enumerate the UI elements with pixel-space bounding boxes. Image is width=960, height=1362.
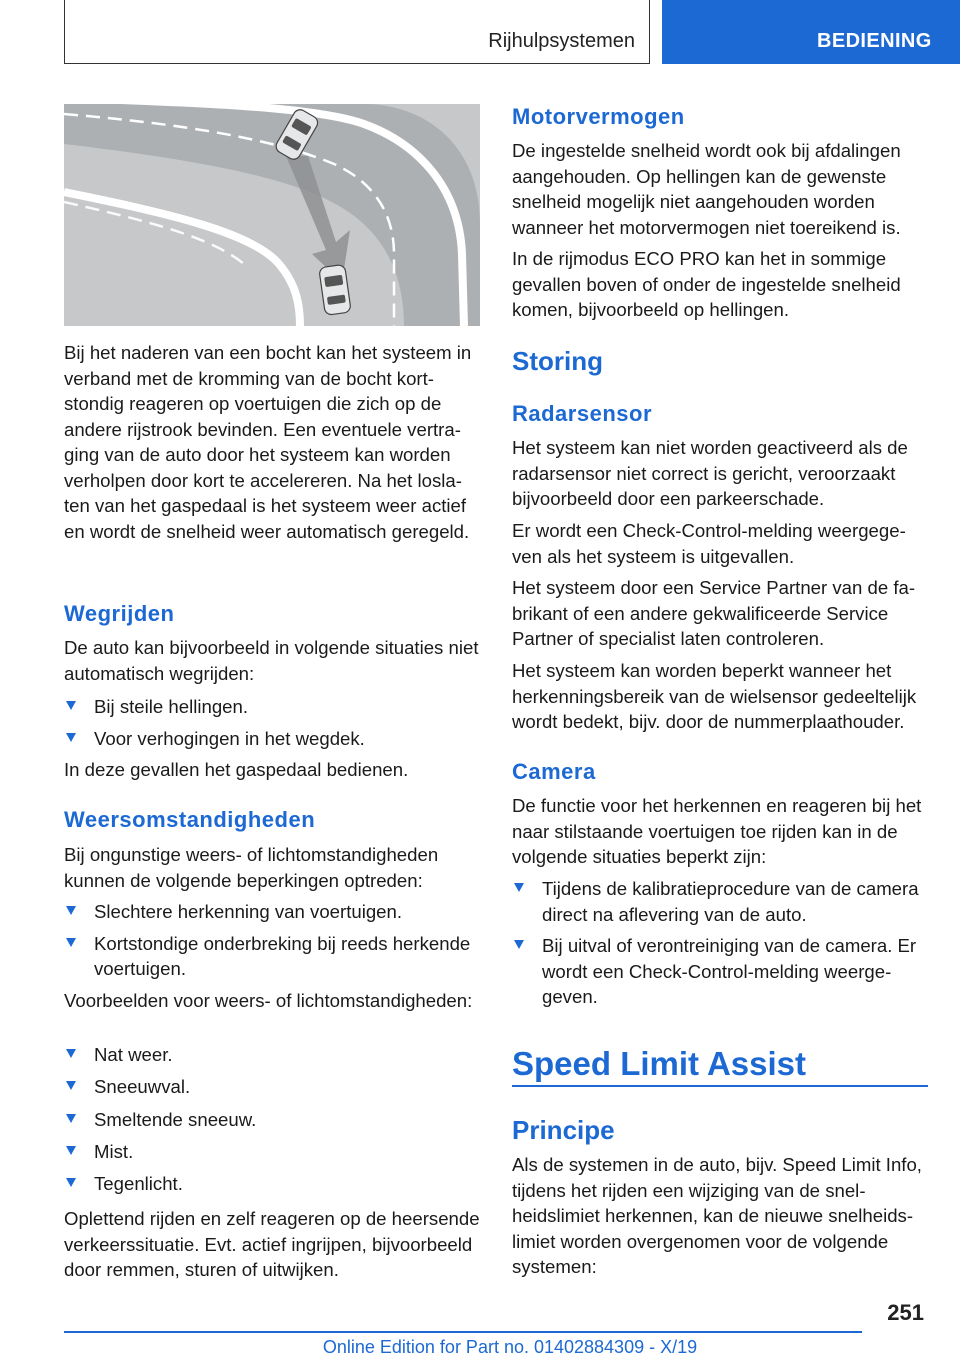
weers-heading: Weersomstandigheden	[64, 807, 316, 832]
camera-text: De functie voor het herkennen en reageren bij het naar stilstaande voertuigen toe rijden kan in de volgende situaties beperkt zijn:	[512, 795, 922, 867]
wegrijden-list	[64, 694, 480, 751]
weers-after: Oplettend rijden en zelf reageren op de heersende verkeerssituatie. Evt. actief ingrijpen, bijvoorbeeld door remmen, sturen of uitwijken.	[64, 1208, 480, 1280]
motor-heading: Motorvermogen	[512, 104, 685, 129]
triangle-bullet-icon	[66, 1178, 76, 1187]
camera-heading: Camera	[512, 759, 596, 784]
edition-footer: Online Edition for Part no. 01402884309 - X/19	[322, 1337, 698, 1357]
radar-p4: Het systeem kan worden beperkt wanneer het herkenningsbereik van de wielsensor gedeeltelijk wordt bedekt, bijv. door de nummerplaathouder.	[512, 660, 917, 732]
list-item: Bij steile hellingen.	[64, 694, 480, 720]
wegrijden-text: De auto kan bijvoorbeeld in volgende situaties niet automatisch wegrijden:	[64, 637, 479, 684]
triangle-bullet-icon	[66, 938, 76, 947]
sla-heading: Speed Limit Assist	[512, 1045, 807, 1082]
principe-heading: Principe	[512, 1115, 615, 1145]
page-number: 251	[887, 1300, 924, 1325]
list-item: Kortstondige onderbreking bij reeds herkende voertuigen.	[64, 931, 480, 982]
weers-examples-list	[64, 1042, 480, 1197]
curve-road-cars-icon	[64, 104, 480, 326]
triangle-bullet-icon	[66, 733, 76, 742]
section-title: Rijhulpsystemen	[488, 30, 635, 52]
triangle-bullet-icon	[66, 1081, 76, 1090]
curve-road-illustration	[64, 104, 480, 326]
motor-p2: In de rijmodus ECO PRO kan het in sommige gevallen boven of onder de ingestelde snelheid komen, bijvoorbeeld op hellingen.	[512, 248, 901, 320]
radar-p3: Het systeem door een Service Partner van de fabrikant of een andere gekwalificeerde Service Partner of specialist laten controleren.	[512, 577, 916, 649]
motor-p1: De ingestelde snelheid wordt ook bij afdalingen aangehouden. Op hellingen kan de gewenste snelheid mogelijk niet aangehouden worden wanneer het motorvermogen niet toereikend is.	[512, 140, 901, 238]
triangle-bullet-icon	[66, 1146, 76, 1155]
list-item: Sneeuwval.	[64, 1074, 480, 1100]
triangle-bullet-icon	[66, 1114, 76, 1123]
list-item: Tijdens de kalibratieprocedure van de camera direct na aflevering van de auto.	[512, 876, 928, 927]
list-item: Nat weer.	[64, 1042, 480, 1068]
weers-text: Bij ongunstige weers- of lichtomstandigheden kunnen de volgende beperkingen optreden:	[64, 844, 439, 891]
sla-heading-rule	[512, 1085, 928, 1087]
triangle-bullet-icon	[66, 1049, 76, 1058]
header-frame	[64, 0, 650, 64]
list-item: Smeltende sneeuw.	[64, 1107, 480, 1133]
storing-heading: Storing	[512, 346, 603, 376]
wegrijden-after: In deze gevallen het gaspedaal bedienen.	[64, 759, 409, 780]
tab-bediening[interactable]: BEDIENING	[662, 0, 960, 64]
triangle-bullet-icon	[514, 940, 524, 949]
triangle-bullet-icon	[66, 906, 76, 915]
radar-heading: Radarsensor	[512, 401, 653, 426]
weers-examples-text: Voorbeelden voor weers- of lichtomstandigheden:	[64, 990, 473, 1011]
list-item: Voor verhogingen in het wegdek.	[64, 726, 480, 752]
principe-text: Als de systemen in de auto, bijv. Speed Limit Info, tijdens het rijden een wijziging van de snelheidslimiet herkennen, kan de nieuwe snelheidslimiet worden overgenomen voor de volgende systemen:	[512, 1154, 922, 1277]
footer-rule	[64, 1331, 862, 1333]
radar-p2: Er wordt een Check-Control-melding weergegeven als het systeem is uitgevallen.	[512, 520, 906, 567]
list-item: Mist.	[64, 1139, 480, 1165]
list-item: Bij uitval of verontreiniging van de camera. Er wordt een Check-Control-melding weergegeven.	[512, 933, 928, 1010]
radar-p1: Het systeem kan niet worden geactiveerd als de radarsensor niet correct is gericht, veroorzaakt bijvoorbeeld door een parkeerschade.	[512, 437, 908, 509]
intro-paragraph: Bij het naderen van een bocht kan het systeem in verband met de kromming van de bocht kortstondig reageren op voertuigen die zich op de andere rijstrook bevinden. Een eventuele vertraging van de auto door het systeem kan worden verholpen door kort te accelereren. Na het loslaten van het gaspedaal is het systeem weer actief en wordt de snelheid weer automatisch geregeld.	[64, 342, 472, 542]
triangle-bullet-icon	[66, 701, 76, 710]
wegrijden-heading: Wegrijden	[64, 601, 175, 626]
camera-list	[512, 876, 928, 1010]
list-item: Slechtere herkenning van voertuigen.	[64, 899, 480, 925]
weers-list	[64, 899, 480, 982]
triangle-bullet-icon	[514, 883, 524, 892]
list-item: Tegenlicht.	[64, 1171, 480, 1197]
